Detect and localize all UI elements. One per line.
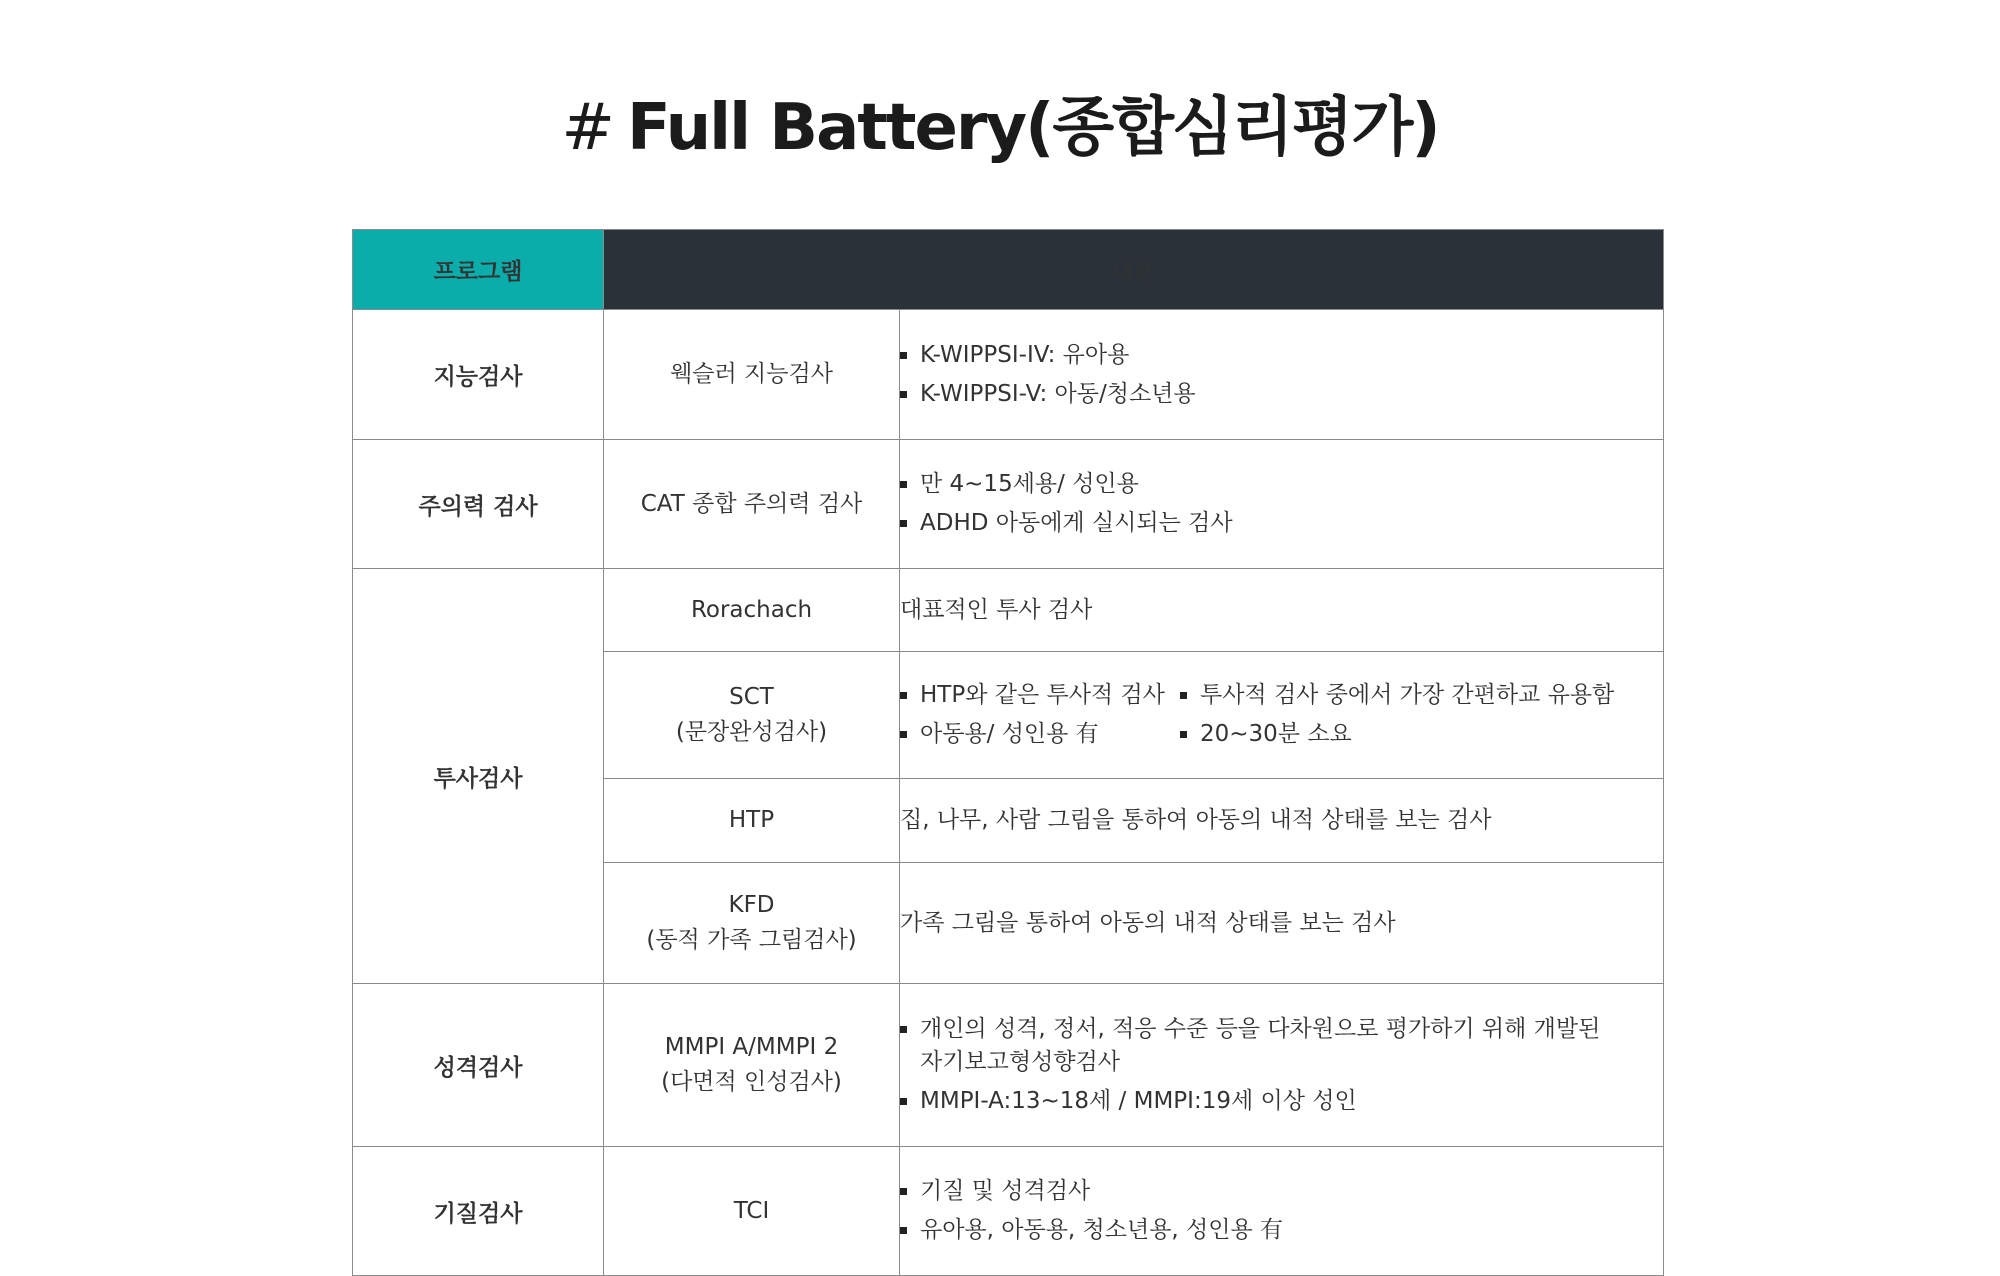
table-header-row xyxy=(353,230,1664,310)
table-row xyxy=(353,984,1664,1147)
bullet-list xyxy=(900,1175,1663,1247)
test-name-cell xyxy=(604,1147,900,1276)
bullet-list xyxy=(1180,673,1614,757)
test-name-cell xyxy=(604,863,900,984)
bullet-list xyxy=(900,468,1663,540)
test-name: HTP xyxy=(728,807,775,833)
bullet-item: K-WIPPSI-IV: 유아용 xyxy=(900,339,1663,372)
description-cell xyxy=(900,440,1664,569)
description-cell xyxy=(900,779,1664,863)
category-cell: 투사검사 xyxy=(353,569,604,984)
test-name: Rorachach xyxy=(690,596,813,623)
header-content: 내용 xyxy=(604,230,1664,310)
bullet-list xyxy=(900,339,1663,411)
bullet-item: 20~30분 소요 xyxy=(1180,718,1614,751)
table-row xyxy=(353,310,1664,440)
test-name-cell xyxy=(604,310,900,440)
description-cell xyxy=(900,310,1664,440)
test-name-cell xyxy=(604,779,900,863)
test-name: TCI xyxy=(733,1197,770,1224)
bullet-item: K-WIPPSI-V: 아동/청소년용 xyxy=(900,378,1663,411)
test-subname: (다면적 인성검사) xyxy=(661,1069,842,1095)
bullet-item: 만 4~15세용/ 성인용 xyxy=(900,468,1663,501)
category-cell: 주의력 검사 xyxy=(353,440,604,569)
description-cell xyxy=(900,984,1664,1147)
title-text: Full Battery(종합심리평가) xyxy=(627,91,1439,165)
bullet-item: 개인의 성격, 정서, 적응 수준 등을 다차원으로 평가하기 위해 개발된 자기보고형성향검사 xyxy=(900,1013,1663,1079)
test-subname: (동적 가족 그림검사) xyxy=(646,927,857,953)
category-cell: 성격검사 xyxy=(353,984,604,1147)
test-name: 웩슬러 지능검사 xyxy=(670,361,833,387)
bullet-item: 기질 및 성격검사 xyxy=(900,1175,1663,1208)
description-cell xyxy=(900,652,1664,779)
table-row xyxy=(353,1147,1664,1276)
description-text: 대표적인 투사 검사 xyxy=(900,596,1093,623)
description-cell xyxy=(900,569,1664,652)
table-row xyxy=(353,440,1664,569)
test-name-cell xyxy=(604,984,900,1147)
test-name-cell xyxy=(604,652,900,779)
test-name: MMPI A/MMPI 2 xyxy=(664,1034,839,1060)
bullet-item: ADHD 아동에게 실시되는 검사 xyxy=(900,507,1663,540)
description-text: 가족 그림을 통하여 아동의 내적 상태를 보는 검사 xyxy=(900,909,1396,936)
description-cell xyxy=(900,1147,1664,1276)
table-row xyxy=(353,569,1664,652)
description-text: 집, 나무, 사람 그림을 통하여 아동의 내적 상태를 보는 검사 xyxy=(900,807,1492,833)
test-name: CAT 종합 주의력 검사 xyxy=(640,490,863,517)
bullet-item: 유아용, 아동용, 청소년용, 성인용 有 xyxy=(900,1214,1663,1247)
program-table xyxy=(352,229,1664,1276)
bullet-list xyxy=(900,1013,1663,1118)
test-name-cell xyxy=(604,569,900,652)
title-hash: # xyxy=(561,91,614,165)
test-name: SCT xyxy=(729,684,774,710)
description-cell xyxy=(900,863,1664,984)
category-cell: 지능검사 xyxy=(353,310,604,440)
bullet-item: 투사적 검사 중에서 가장 간편하교 유용함 xyxy=(1180,679,1614,712)
bullet-item: MMPI-A:13~18세 / MMPI:19세 이상 성인 xyxy=(900,1085,1663,1118)
test-subname: (문장완성검사) xyxy=(675,719,828,745)
test-name-cell xyxy=(604,440,900,569)
category-cell: 기질검사 xyxy=(353,1147,604,1276)
test-name: KFD xyxy=(728,892,775,918)
bullet-item: 아동용/ 성인용 有 xyxy=(900,718,1180,751)
bullet-item: HTP와 같은 투사적 검사 xyxy=(900,679,1180,712)
header-program: 프로그램 xyxy=(353,230,604,310)
page-title xyxy=(0,88,2000,168)
bullet-list xyxy=(900,673,1180,757)
